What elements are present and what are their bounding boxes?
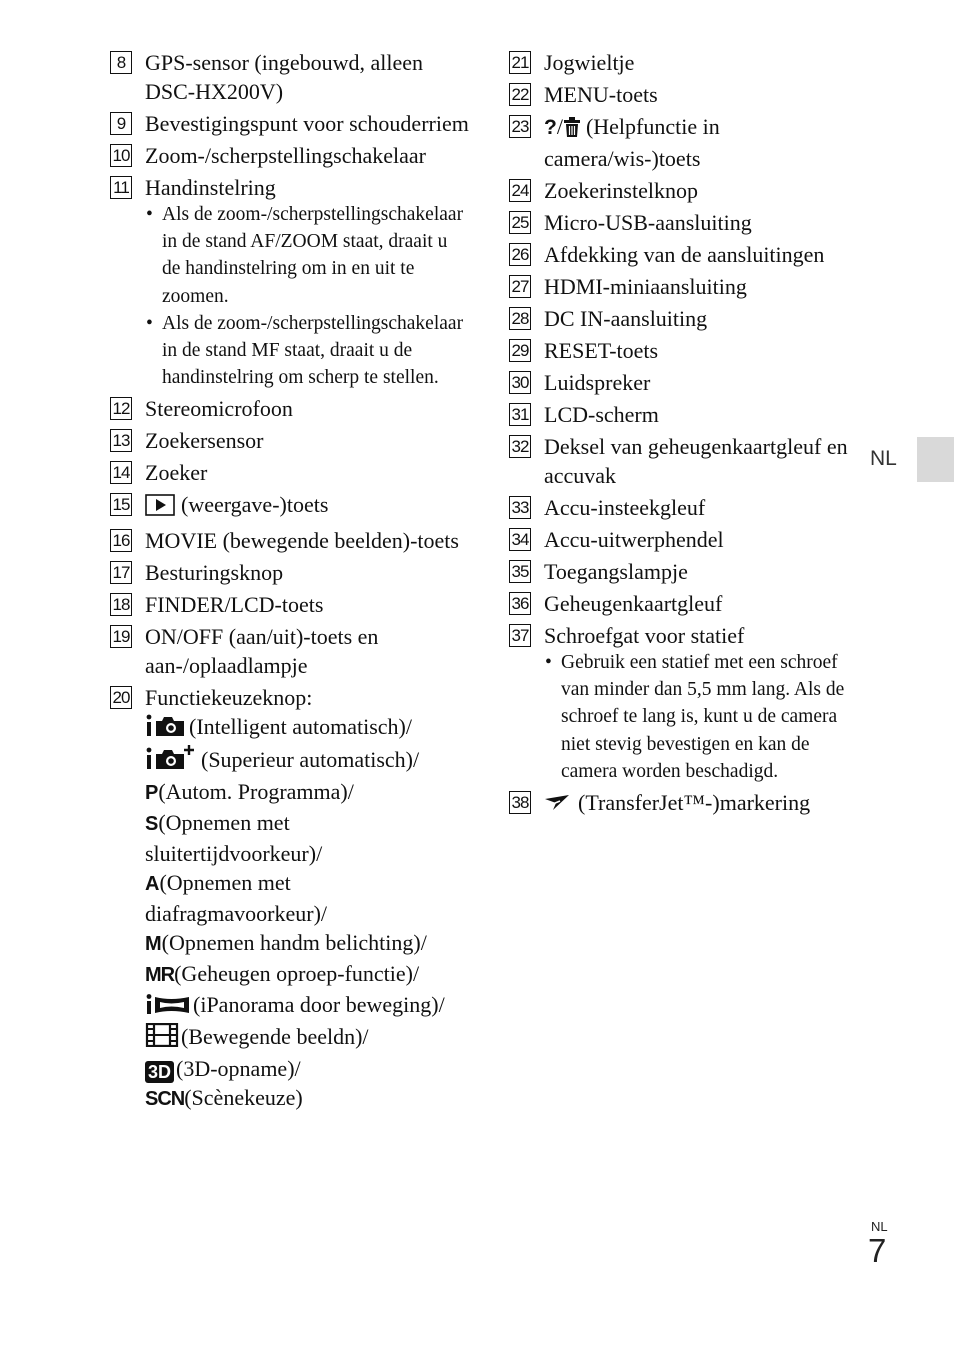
list-item	[110, 458, 470, 487]
item-number: 8	[110, 51, 132, 74]
mode-label: (Opnemen met diafragmavoorkeur)/	[145, 870, 328, 927]
item-number: 13	[110, 429, 132, 452]
mode-item	[145, 990, 470, 1022]
item-number: 29	[509, 339, 531, 362]
item-number: 23	[509, 115, 531, 138]
mode-item	[145, 1022, 470, 1054]
language-tab-marker	[917, 437, 954, 482]
language-tab-label: NL	[870, 447, 897, 470]
scene-icon: SCN	[145, 1088, 185, 1111]
item-number: 31	[509, 403, 531, 426]
list-item	[110, 48, 470, 106]
item-number: 17	[110, 561, 132, 584]
mode-item	[145, 744, 470, 777]
item-text: ON/OFF (aan/uit)-toets en aan-/oplaadlampje	[145, 624, 379, 679]
list-item	[509, 304, 859, 333]
intelligent-auto-icon	[145, 713, 187, 744]
item-text: MOVIE (bewegende beelden)-toets	[145, 528, 459, 554]
item-text: Schroefgat voor statief	[544, 623, 745, 648]
list-item	[110, 526, 470, 555]
list-item	[110, 394, 470, 423]
list-item	[509, 208, 859, 237]
list-item	[509, 788, 859, 819]
superior-auto-icon	[145, 744, 199, 777]
page-number: 7	[868, 1232, 887, 1269]
item-number: 32	[509, 435, 531, 458]
manual-exposure-icon: M	[145, 933, 162, 956]
item-number: 36	[509, 592, 531, 615]
list-item	[509, 80, 859, 109]
item-number: 14	[110, 461, 132, 484]
ipanorama-icon	[145, 993, 191, 1022]
item-number: 10	[110, 144, 132, 167]
note-item: • Gebruik een statief met een schroef van minder dan 5,5 mm lang. Als de schroef te lang is, kunt u de camera niet stevig bevestigen en kan de camera worden beschadigd.	[544, 649, 859, 785]
item-number: 24	[509, 179, 531, 202]
play-icon	[145, 494, 175, 523]
right-column	[509, 48, 859, 822]
item-text: Handinstelring	[145, 175, 276, 200]
mode-label: (Opnemen handm belichting)/	[161, 930, 427, 956]
list-item	[110, 173, 470, 202]
mode-label: (Superieur automatisch)/	[201, 747, 420, 773]
item-number: 22	[509, 83, 531, 106]
item-number: 28	[509, 307, 531, 330]
mode-label: (3D-opname)/	[176, 1056, 301, 1082]
item-text: (weergave-)toets	[181, 492, 329, 518]
3d-icon: 3D	[145, 1061, 174, 1083]
list-item	[509, 336, 859, 365]
movie-mode-icon	[145, 1023, 179, 1054]
item-number: 34	[509, 528, 531, 551]
mode-label: (Bewegende beeldn)/	[181, 1024, 369, 1050]
item-number: 33	[509, 496, 531, 519]
note-list	[145, 201, 470, 391]
item-number: 26	[509, 243, 531, 266]
note-item: • Als de zoom-/scherpstellingschakelaar in de stand AF/ZOOM staat, draait u de handinstelring om in en uit te zoomen.	[145, 201, 470, 310]
item-number: 9	[110, 112, 132, 135]
item-text: Functiekeuzeknop:	[145, 685, 313, 711]
item-number: 35	[509, 560, 531, 583]
mode-list	[145, 712, 470, 1114]
item-text: Bevestigingspunt voor schouderriem	[145, 111, 469, 136]
item-text: Besturingsknop	[145, 560, 284, 586]
item-number: 20	[110, 686, 132, 709]
list-item	[509, 493, 859, 522]
item-text: MENU-toets	[544, 82, 658, 107]
item-text: Afdekking van de aansluitingen	[544, 242, 825, 267]
item-text: LCD-scherm	[544, 402, 659, 427]
mode-label: (Intelligent automatisch)/	[189, 714, 412, 740]
list-item	[509, 176, 859, 205]
list-item	[509, 432, 859, 490]
item-text: GPS-sensor (ingebouwd, alleen DSC-HX200V)	[145, 50, 424, 104]
mode-label: (Opnemen met sluitertijdvoorkeur)/	[145, 810, 323, 867]
mode-label: (iPanorama door beweging)/	[193, 992, 445, 1018]
mode-item	[145, 808, 470, 868]
list-item	[509, 368, 859, 397]
transferjet-icon	[544, 790, 570, 819]
mode-label: (Geheugen oproep-functie)/	[174, 961, 420, 987]
item-text: HDMI-miniaansluiting	[544, 274, 747, 299]
memory-recall-icon: MR	[145, 964, 175, 987]
item-number: 18	[110, 593, 132, 616]
list-item	[509, 400, 859, 429]
item-number: 27	[509, 275, 531, 298]
mode-label: (Scènekeuze)	[184, 1085, 303, 1111]
item-text: Zoekersensor	[145, 428, 264, 454]
list-item	[110, 683, 470, 712]
list-item	[110, 590, 470, 619]
list-item: 23 ?/ (Helpfunctie in camera/wis-)toets	[509, 112, 859, 173]
list-item	[110, 622, 470, 680]
list-item	[110, 109, 470, 138]
item-text: Stereomicrofoon	[145, 396, 293, 422]
item-text: Luidspreker	[544, 370, 651, 395]
program-auto-icon: P	[145, 782, 159, 805]
mode-item	[145, 1083, 470, 1114]
item-text: Jogwieltje	[544, 50, 635, 75]
item-text: Zoeker	[145, 460, 208, 486]
list-item	[509, 240, 859, 269]
item-number: 25	[509, 211, 531, 234]
list-item	[110, 141, 470, 170]
item-text: DC IN-aansluiting	[544, 306, 708, 331]
item-number: 37	[509, 624, 531, 647]
item-text: RESET-toets	[544, 338, 659, 363]
item-number: 30	[509, 371, 531, 394]
aperture-priority-icon: A	[145, 873, 160, 896]
list-item	[110, 558, 470, 587]
mode-item	[145, 868, 470, 928]
item-number: 11	[110, 176, 132, 199]
item-text: Zoom-/scherpstellingschakelaar	[145, 143, 427, 168]
list-item	[110, 490, 470, 523]
mode-label: (Autom. Programma)/	[158, 779, 354, 805]
mode-item	[145, 777, 470, 808]
shutter-priority-icon: S	[145, 813, 159, 836]
note-list	[544, 649, 859, 785]
list-item	[509, 48, 859, 77]
footer-language: NL	[871, 1219, 888, 1234]
left-column	[110, 48, 470, 1114]
trash-icon	[564, 115, 580, 144]
mode-item	[145, 928, 470, 959]
list-item	[110, 426, 470, 455]
item-text: Accu-uitwerphendel	[544, 527, 724, 552]
item-number: 12	[110, 397, 132, 420]
item-number: 21	[509, 51, 531, 74]
item-number: 15	[110, 493, 132, 516]
list-item	[509, 525, 859, 554]
list-item	[509, 621, 859, 650]
note-item: • Als de zoom-/scherpstellingschakelaar in de stand MF staat, draait u de handinstelring om scherp te stellen.	[145, 310, 470, 392]
mode-item	[145, 959, 470, 990]
item-text: Micro-USB-aansluiting	[544, 210, 752, 235]
mode-item	[145, 712, 470, 744]
item-text: Accu-insteekgleuf	[544, 495, 706, 520]
item-number: 19	[110, 625, 132, 648]
item-number: 16	[110, 529, 132, 552]
item-number: 38	[509, 791, 531, 814]
mode-item	[145, 1054, 470, 1083]
help-icon: ?	[544, 116, 557, 139]
item-text: Geheugenkaartgleuf	[544, 591, 723, 616]
item-text: FINDER/LCD-toets	[145, 592, 324, 618]
list-item	[509, 272, 859, 301]
list-item	[509, 557, 859, 586]
item-text: Deksel van geheugenkaartgleuf en accuvak	[544, 434, 848, 488]
item-text: (Helpfunctie in camera/wis-)toets	[544, 114, 720, 171]
item-text: Zoekerinstelknop	[544, 178, 698, 203]
list-item	[509, 589, 859, 618]
item-text: Toegangslampje	[544, 559, 688, 584]
item-text: (TransferJet™-)markering	[578, 790, 811, 816]
